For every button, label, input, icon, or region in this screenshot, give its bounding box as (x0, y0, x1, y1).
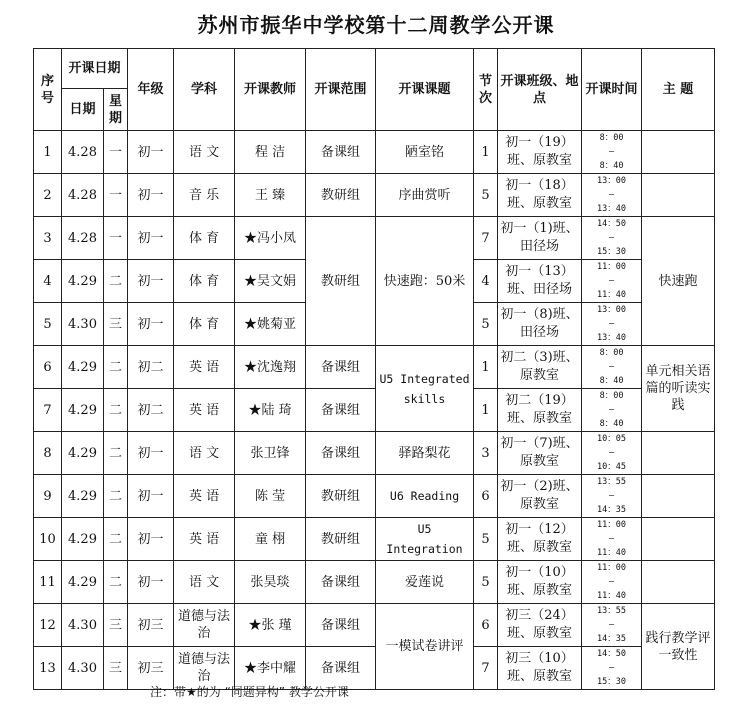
cell-period: 5 (474, 174, 498, 217)
table-row (34, 131, 715, 174)
cell-seq: 5 (34, 303, 62, 346)
cell-weekday: 二 (104, 346, 128, 389)
cell-period: 7 (474, 647, 498, 690)
cell-teacher: 张卫锋 (235, 432, 306, 475)
cell-date: 4.29 (62, 518, 104, 561)
cell-seq: 4 (34, 260, 62, 303)
cell-time: 13：00 – 13：40 (582, 174, 642, 217)
cell-class-location: 初一（2)班、原教室 (498, 475, 582, 518)
cell-time: 11：00 – 11：40 (582, 561, 642, 604)
cell-date: 4.30 (62, 647, 104, 690)
cell-theme-empty (642, 131, 715, 174)
cell-topic: 驿路梨花 (376, 432, 474, 475)
cell-date: 4.29 (62, 561, 104, 604)
cell-subject: 体 育 (174, 217, 235, 260)
cell-weekday: 二 (104, 389, 128, 432)
page-title: 苏州市振华中学校第十二周教学公开课 (197, 13, 555, 37)
cell-period: 6 (474, 475, 498, 518)
cell-seq: 1 (34, 131, 62, 174)
cell-weekday: 二 (104, 432, 128, 475)
time-end: 13：40 (597, 333, 626, 343)
cell-grade: 初一 (128, 475, 174, 518)
cell-theme-empty (642, 475, 715, 518)
time-start: 11：00 (597, 563, 626, 573)
cell-grade: 初一 (128, 303, 174, 346)
cell-time: 8：00 – 8：40 (582, 131, 642, 174)
header-seq: 序号 (34, 49, 62, 131)
cell-date: 4.29 (62, 346, 104, 389)
time-start: 11：00 (597, 520, 626, 530)
cell-subject: 体 育 (174, 303, 235, 346)
cell-period: 6 (474, 604, 498, 647)
time-start: 8：00 (599, 391, 624, 401)
cell-subject: 英 语 (174, 346, 235, 389)
table-row (34, 217, 715, 260)
cell-time: 13：55 – 14：35 (582, 475, 642, 518)
cell-weekday: 三 (104, 303, 128, 346)
cell-scope: 备课组 (306, 561, 376, 604)
cell-time: 14：50 – 15：30 (582, 217, 642, 260)
cell-class-location: 初一（13）班、田径场 (498, 260, 582, 303)
cell-seq: 7 (34, 389, 62, 432)
cell-theme: 践行教学评一致性 (642, 604, 715, 690)
time-start: 13：00 (597, 305, 626, 315)
header-theme: 主 题 (642, 49, 715, 131)
header-scope: 开课范围 (306, 49, 376, 131)
cell-weekday: 二 (104, 475, 128, 518)
footnote: 注：带★的为 “同题异构” 教学公开课 (150, 685, 349, 699)
time-end: 15：30 (597, 677, 626, 687)
cell-weekday: 三 (104, 604, 128, 647)
time-start: 8：00 (599, 348, 624, 358)
cell-seq: 9 (34, 475, 62, 518)
cell-subject: 英 语 (174, 389, 235, 432)
cell-class-location: 初一（19）班、原教室 (498, 131, 582, 174)
cell-class-location: 初一（1)班、田径场 (498, 217, 582, 260)
table-row (34, 432, 715, 475)
cell-teacher: ★吴文娟 (235, 260, 306, 303)
cell-period: 1 (474, 131, 498, 174)
cell-period: 7 (474, 217, 498, 260)
cell-period: 5 (474, 561, 498, 604)
cell-class-location: 初一（8)班、田径场 (498, 303, 582, 346)
cell-date: 4.29 (62, 475, 104, 518)
cell-period: 3 (474, 432, 498, 475)
cell-scope: 备课组 (306, 432, 376, 475)
time-start: 13：00 (597, 176, 626, 186)
time-end: 8：40 (599, 376, 624, 386)
cell-class-location: 初一（7)班、原教室 (498, 432, 582, 475)
cell-time: 11：00 – 11：40 (582, 518, 642, 561)
cell-scope: 备课组 (306, 346, 376, 389)
cell-seq: 13 (34, 647, 62, 690)
cell-seq: 3 (34, 217, 62, 260)
cell-weekday: 二 (104, 260, 128, 303)
header-class-location: 开课班级、地点 (498, 49, 582, 131)
cell-date: 4.29 (62, 260, 104, 303)
cell-date: 4.29 (62, 389, 104, 432)
schedule-table (33, 48, 715, 690)
time-start: 10：05 (597, 434, 626, 444)
cell-grade: 初一 (128, 432, 174, 475)
time-start: 13：55 (597, 477, 626, 487)
cell-class-location: 初一（10）班、原教室 (498, 561, 582, 604)
cell-subject: 音 乐 (174, 174, 235, 217)
cell-date: 4.29 (62, 432, 104, 475)
table-row (34, 346, 715, 389)
cell-seq: 12 (34, 604, 62, 647)
cell-date: 4.28 (62, 217, 104, 260)
cell-grade: 初二 (128, 346, 174, 389)
cell-time: 11：00 – 11：40 (582, 260, 642, 303)
cell-weekday: 二 (104, 561, 128, 604)
cell-class-location: 初三（24）班、原教室 (498, 604, 582, 647)
cell-subject: 道德与法治 (174, 604, 235, 647)
time-end: 15：30 (597, 247, 626, 257)
cell-subject: 语 文 (174, 561, 235, 604)
cell-time: 8：00 – 8：40 (582, 389, 642, 432)
cell-scope: 备课组 (306, 604, 376, 647)
cell-seq: 10 (34, 518, 62, 561)
cell-grade: 初三 (128, 647, 174, 690)
cell-teacher: ★李中耀 (235, 647, 306, 690)
cell-theme-empty (642, 174, 715, 217)
cell-topic: U5 Integrated skills (376, 346, 474, 432)
cell-time: 13：55 – 14：35 (582, 604, 642, 647)
cell-period: 5 (474, 303, 498, 346)
cell-grade: 初三 (128, 604, 174, 647)
header-grade: 年级 (128, 49, 174, 131)
cell-class-location: 初一（12）班、原教室 (498, 518, 582, 561)
cell-theme: 单元相关语篇的听读实践 (642, 346, 715, 432)
cell-theme-empty (642, 561, 715, 604)
cell-period: 5 (474, 518, 498, 561)
header-subject: 学科 (174, 49, 235, 131)
cell-period: 1 (474, 389, 498, 432)
cell-grade: 初一 (128, 217, 174, 260)
cell-topic: 一模试卷讲评 (376, 604, 474, 690)
cell-scope: 备课组 (306, 647, 376, 690)
table-row (34, 389, 715, 432)
cell-class-location: 初三（10）班、原教室 (498, 647, 582, 690)
cell-teacher: 程 洁 (235, 131, 306, 174)
time-end: 14：35 (597, 505, 626, 515)
cell-topic: U6 Reading (376, 475, 474, 518)
time-end: 8：40 (599, 161, 624, 171)
cell-class-location: 初一（18）班、原教室 (498, 174, 582, 217)
cell-seq: 11 (34, 561, 62, 604)
cell-topic: 陋室铭 (376, 131, 474, 174)
cell-grade: 初一 (128, 518, 174, 561)
cell-teacher: ★张 瑾 (235, 604, 306, 647)
header-date: 日期 (62, 89, 104, 131)
cell-weekday: 一 (104, 131, 128, 174)
cell-seq: 2 (34, 174, 62, 217)
cell-theme-empty (642, 432, 715, 475)
cell-scope: 教研组 (306, 174, 376, 217)
cell-class-location: 初二（3)班、原教室 (498, 346, 582, 389)
table-row (34, 604, 715, 647)
time-start: 8：00 (599, 133, 624, 143)
cell-topic: 爱莲说 (376, 561, 474, 604)
cell-weekday: 三 (104, 647, 128, 690)
time-end: 8：40 (599, 419, 624, 429)
table-row (34, 475, 715, 518)
cell-theme-empty (642, 518, 715, 561)
cell-time: 10：05 – 10：45 (582, 432, 642, 475)
cell-time: 14：50 – 15：30 (582, 647, 642, 690)
cell-date: 4.28 (62, 174, 104, 217)
cell-seq: 8 (34, 432, 62, 475)
header-weekday: 星期 (104, 89, 128, 131)
cell-grade: 初二 (128, 389, 174, 432)
cell-scope: 备课组 (306, 389, 376, 432)
cell-topic: 快速跑：50米 (376, 217, 474, 346)
cell-subject: 语 文 (174, 131, 235, 174)
header-time: 开课时间 (582, 49, 642, 131)
cell-teacher: 张昊琰 (235, 561, 306, 604)
time-end: 10：45 (597, 462, 626, 472)
time-end: 11：40 (597, 591, 626, 601)
cell-subject: 道德与法治 (174, 647, 235, 690)
cell-teacher: 童 栩 (235, 518, 306, 561)
cell-teacher: ★陆 琦 (235, 389, 306, 432)
cell-teacher: ★沈逸翔 (235, 346, 306, 389)
cell-period: 4 (474, 260, 498, 303)
cell-grade: 初一 (128, 561, 174, 604)
cell-scope: 教研组 (306, 518, 376, 561)
time-start: 14：50 (597, 219, 626, 229)
time-start: 11：00 (597, 262, 626, 272)
time-end: 11：40 (597, 290, 626, 300)
header-topic: 开课课题 (376, 49, 474, 131)
cell-grade: 初一 (128, 174, 174, 217)
cell-scope: 备课组 (306, 131, 376, 174)
header-date-group: 开课日期 (62, 49, 128, 89)
table-row (34, 647, 715, 690)
cell-seq: 6 (34, 346, 62, 389)
cell-time: 13：00 – 13：40 (582, 303, 642, 346)
cell-weekday: 一 (104, 174, 128, 217)
cell-subject: 英 语 (174, 475, 235, 518)
cell-topic: 序曲赏听 (376, 174, 474, 217)
cell-teacher: ★冯小凤 (235, 217, 306, 260)
cell-teacher: 陈 莹 (235, 475, 306, 518)
cell-grade: 初一 (128, 260, 174, 303)
table-row (34, 174, 715, 217)
cell-subject: 体 育 (174, 260, 235, 303)
cell-class-location: 初二（19）班、原教室 (498, 389, 582, 432)
table-row (34, 518, 715, 561)
time-end: 14：35 (597, 634, 626, 644)
cell-topic: U5 Integration (376, 518, 474, 561)
cell-weekday: 二 (104, 518, 128, 561)
header-period: 节次 (474, 49, 498, 131)
cell-teacher: ★姚菊亚 (235, 303, 306, 346)
time-end: 11：40 (597, 548, 626, 558)
table-row (34, 561, 715, 604)
cell-subject: 英 语 (174, 518, 235, 561)
cell-date: 4.30 (62, 604, 104, 647)
cell-date: 4.28 (62, 131, 104, 174)
cell-teacher: 王 臻 (235, 174, 306, 217)
cell-period: 1 (474, 346, 498, 389)
cell-time: 8：00 – 8：40 (582, 346, 642, 389)
cell-date: 4.30 (62, 303, 104, 346)
time-start: 13：55 (597, 606, 626, 616)
cell-scope: 教研组 (306, 475, 376, 518)
cell-subject: 语 文 (174, 432, 235, 475)
time-start: 14：50 (597, 649, 626, 659)
cell-weekday: 一 (104, 217, 128, 260)
cell-scope: 教研组 (306, 217, 376, 346)
time-end: 13：40 (597, 204, 626, 214)
header-teacher: 开课教师 (235, 49, 306, 131)
cell-theme: 快速跑 (642, 217, 715, 346)
cell-grade: 初一 (128, 131, 174, 174)
